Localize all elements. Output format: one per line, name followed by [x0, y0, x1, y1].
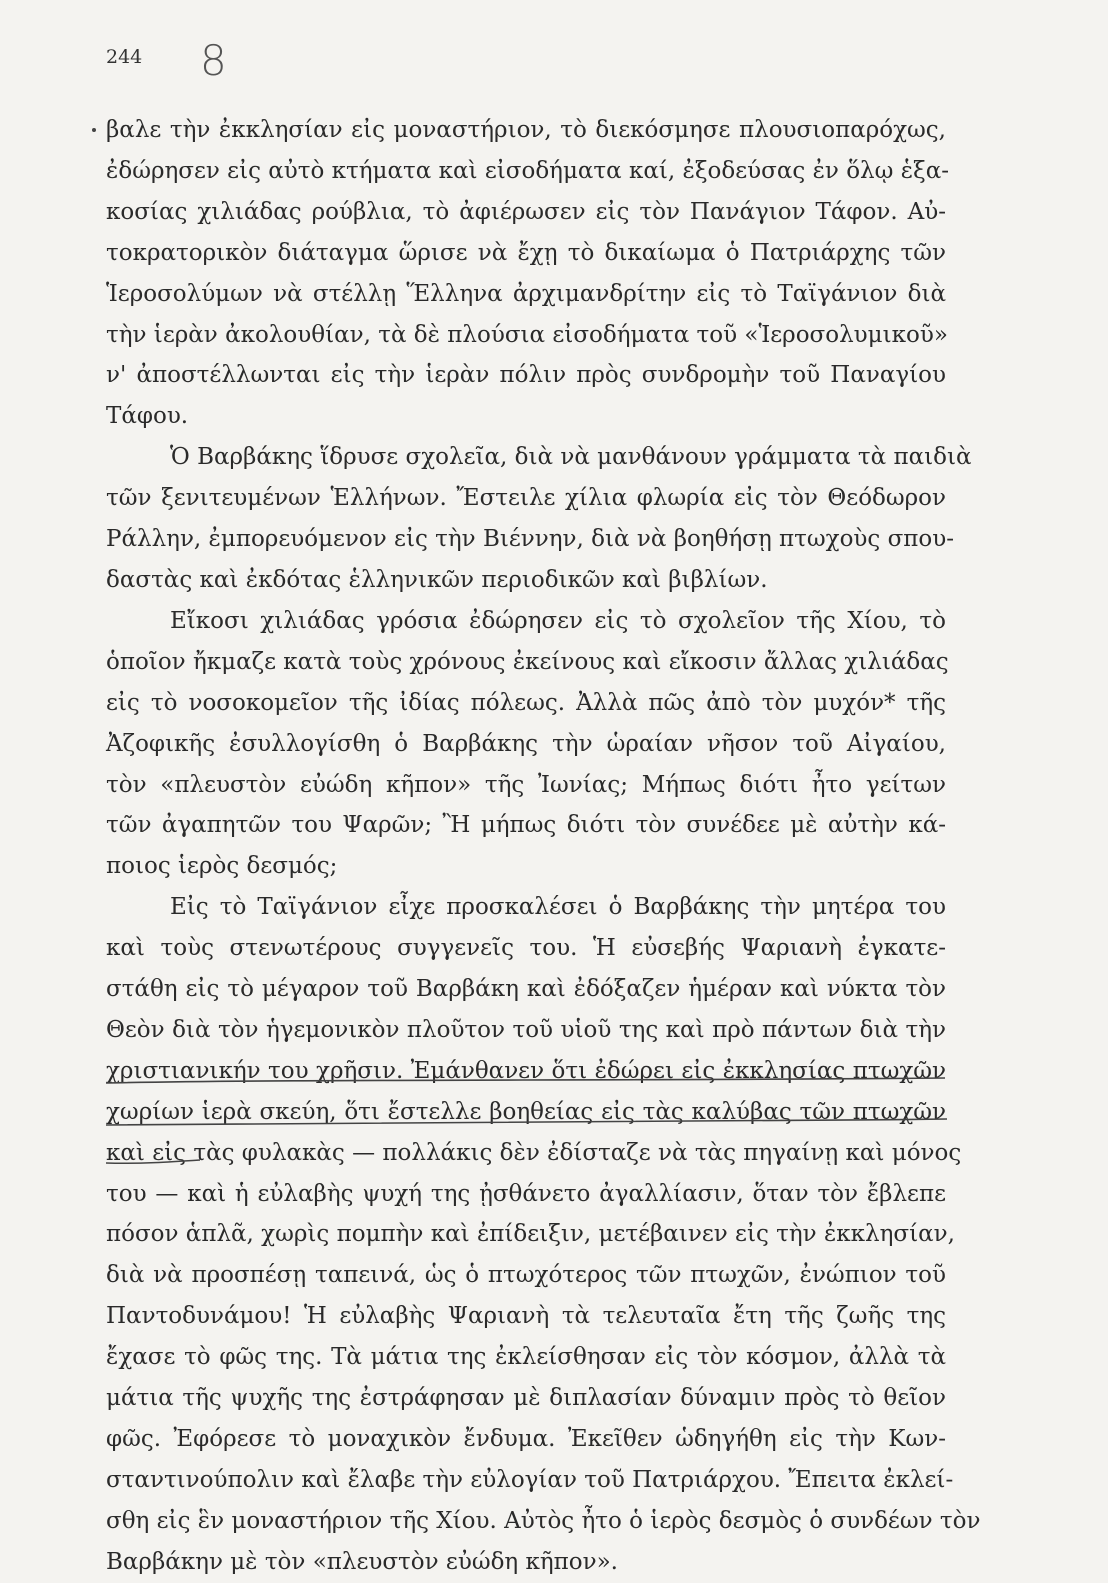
text-line: Θεὸν διὰ τὸν ἡγεμονικὸν πλοῦτον τοῦ υἱοῦ της καὶ πρὸ πάντων διὰ τὴν [106, 1016, 946, 1043]
text-line: Τάφου. [106, 403, 189, 430]
text-line: Ὁ Βαρβάκης ἵδρυσε σχολεῖα, διὰ νὰ μανθάνουν γράμματα τὰ παιδιὰ [170, 444, 972, 471]
text-line: καὶ τοὺς στενωτέρους συγγενεῖς του. Ἡ εὐσεβής Ψαριανὴ ἐγκατε- [106, 935, 946, 962]
text-line: Εἴκοσι χιλιάδας γρόσια ἐδώρησεν εἰς τὸ σχολεῖον τῆς Χίου, τὸ [170, 607, 946, 634]
page-number: 244 [106, 46, 143, 68]
text-line: σθη εἰς ἓν μοναστήριον τῆς Χίου. Αὐτὸς ἦτο ὁ ἱερὸς δεσμὸς ὁ συνδέων τὸν [106, 1507, 981, 1534]
text-line: Εἰς τὸ Ταϊγάνιον εἶχε προσκαλέσει ὁ Βαρβάκης τὴν μητέρα του [170, 894, 946, 921]
margin-dot [92, 128, 96, 132]
text-line: κοσίας χιλιάδας ρούβλια, τὸ ἀφιέρωσεν εἰς τὸν Πανάγιον Τάφον. Αὐ- [106, 198, 946, 225]
text-line: σταντινούπολιν καὶ ἔλαβε τὴν εὐλογίαν τοῦ Πατριάρχου. Ἔπειτα ἐκλεί- [106, 1466, 954, 1493]
text-line: εἰς τὸ νοσοκομεῖον τῆς ἰδίας πόλεως. Ἀλλὰ πῶς ἀπὸ τὸν μυχόν* τῆς [106, 689, 946, 716]
text-line: φῶς. Ἐφόρεσε τὸ μοναχικὸν ἔνδυμα. Ἐκεῖθεν ὡδηγήθη εἰς τὴν Κων- [106, 1426, 946, 1452]
text-line: πόσον ἁπλᾶ, χωρὶς πομπὴν καὶ ἐπίδειξιν, μετέβαινεν εἰς τὴν ἐκκλησίαν, [106, 1221, 955, 1248]
text-line: Βαρβάκην μὲ τὸν «πλευστὸν εὐώδη κῆπον». [106, 1548, 618, 1575]
text-line: διὰ νὰ προσπέσῃ ταπεινά, ὡς ὁ πτωχότερος τῶν πτωχῶν, ἐνώπιον τοῦ [106, 1262, 946, 1289]
text-line: χριστιανικήν του χρῆσιν. Ἐμάνθανεν ὅτι ἐδώρει εἰς ἐκκλησίας πτωχῶν [106, 1057, 946, 1084]
text-line: δαστὰς καὶ ἐκδότας ἑλληνικῶν περιοδικῶν καὶ βιβλίων. [106, 566, 768, 593]
text-line: βαλε τὴν ἐκκλησίαν εἰς μοναστήριον, τὸ διεκόσμησε πλουσιοπαρόχως, [106, 117, 946, 143]
text-line: τοκρατορικὸν διάταγμα ὥρισε νὰ ἔχῃ τὸ δικαίωμα ὁ Πατριάρχης τῶν [106, 239, 946, 266]
body-text [106, 110, 981, 1583]
text-line: Παντοδυνάμου! Ἡ εὐλαβὴς Ψαριανὴ τὰ τελευταῖα ἔτη τῆς ζωῆς της [106, 1303, 946, 1330]
text-line: ποιος ἱερὸς δεσμός; [106, 853, 338, 880]
text-line: τῶν ἀγαπητῶν του Ψαρῶν; Ἢ μήπως διότι τὸν συνέδεε μὲ αὐτὴν κά- [106, 812, 946, 839]
text-line: μάτια τῆς ψυχῆς της ἐστράφησαν μὲ διπλασίαν δύναμιν πρὸς τὸ θεῖον [106, 1385, 946, 1412]
text-line: ἔχασε τὸ φῶς της. Τὰ μάτια της ἐκλείσθησαν εἰς τὸν κόσμον, ἀλλὰ τὰ [106, 1344, 946, 1371]
text-line: καὶ εἰς τὰς φυλακὰς — πολλάκις δὲν ἐδίσταζε νὰ τὰς πηγαίνῃ καὶ μόνος [106, 1139, 962, 1166]
text-line: χωρίων ἱερὰ σκεύη, ὅτι ἔστελλε βοηθείας εἰς τὰς καλύβας τῶν πτωχῶν [106, 1098, 946, 1125]
text-line: τὸν «πλευστὸν εὐώδη κῆπον» τῆς Ἰωνίας; Μήπως διότι ἦτο γείτων [106, 771, 946, 798]
text-line: ἐδώρησεν εἰς αὐτὸ κτήματα καὶ εἰσοδήματα καί, ἐξοδεύσας ἐν ὅλῳ ἑξα- [106, 157, 950, 184]
text-line: Ἱεροσολύμων νὰ στέλλῃ Ἕλληνα ἀρχιμανδρίτην εἰς τὸ Ταϊγάνιον διὰ [106, 280, 946, 307]
text-line: του — καὶ ἡ εὐλαβὴς ψυχή της ᾐσθάνετο ἀγαλλίασιν, ὅταν τὸν ἔβλεπε [106, 1180, 946, 1207]
text-line: ὁποῖον ἤκμαζε κατὰ τοὺς χρόνους ἐκείνους καὶ εἴκοσιν ἄλλας χιλιάδας [106, 648, 949, 675]
text-line: στάθη εἰς τὸ μέγαρον τοῦ Βαρβάκη καὶ ἐδόξαζεν ἡμέραν καὶ νύκτα τὸν [106, 976, 946, 1003]
text-line: Ἀζοφικῆς ἐσυλλογίσθη ὁ Βαρβάκης τὴν ὡραίαν νῆσον τοῦ Αἰγαίου, [106, 730, 946, 757]
handwritten-mark: 8 [200, 36, 227, 85]
text-line: τὴν ἱερὰν ἀκολουθίαν, τὰ δὲ πλούσια εἰσοδήματα τοῦ «Ἱεροσολυμικοῦ» [106, 321, 948, 348]
text-line: ν' ἀποστέλλωνται εἰς τὴν ἱερὰν πόλιν πρὸς συνδρομὴν τοῦ Παναγίου [106, 362, 946, 389]
text-line: τῶν ξενιτευμένων Ἑλλήνων. Ἔστειλε χίλια φλωρία εἰς τὸν Θεόδωρον [106, 485, 946, 512]
text-line: Ράλλην, ἐμπορευόμενον εἰς τὴν Βιέννην, διὰ νὰ βοηθήσῃ πτωχοὺς σπου- [106, 526, 955, 553]
